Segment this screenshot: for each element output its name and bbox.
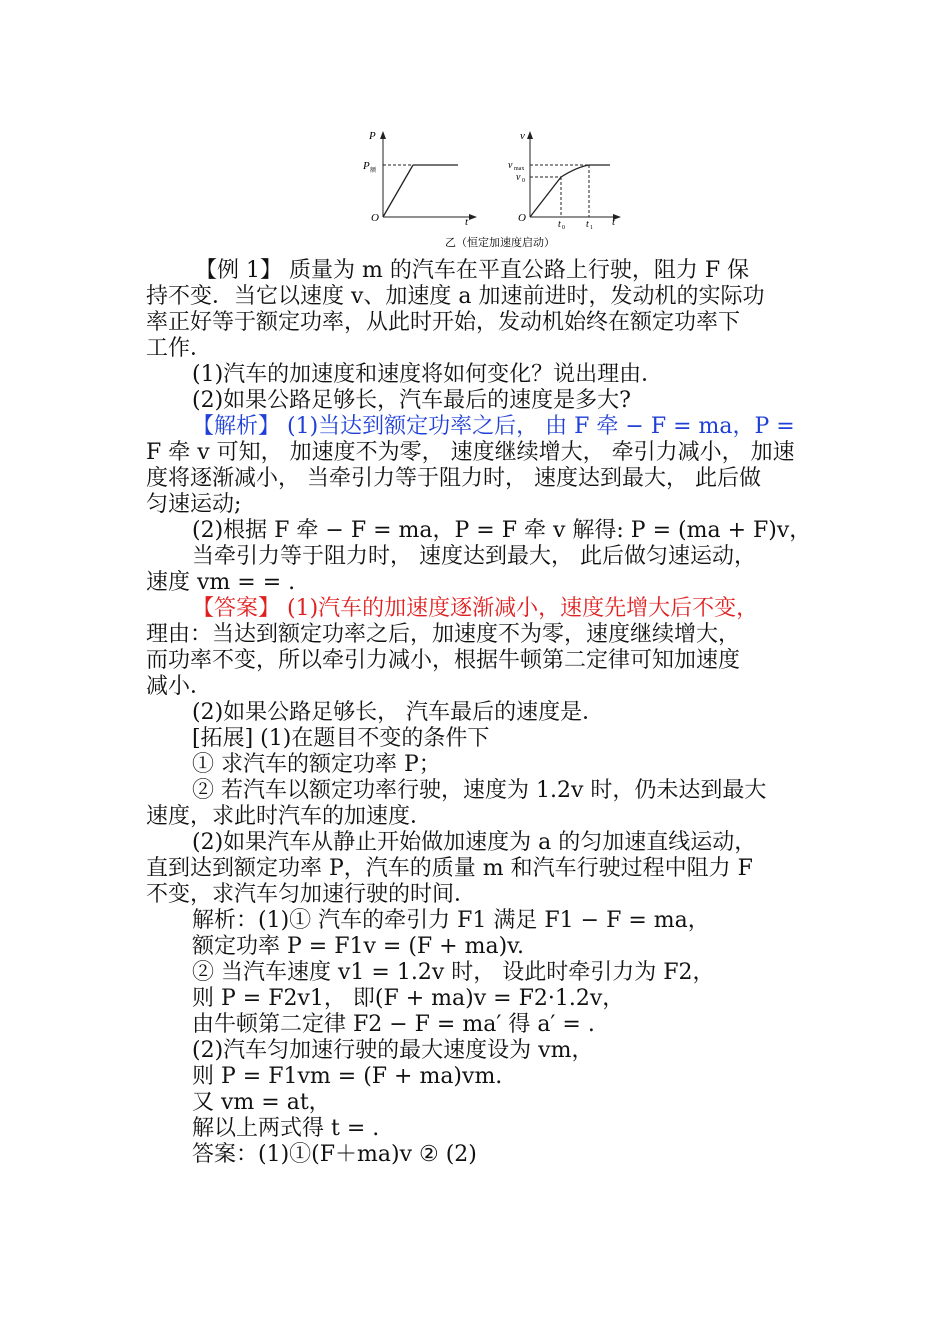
text-line-content: (2)汽车匀加速行驶的最大速度设为 vm， bbox=[192, 1038, 594, 1063]
graph2-x-axis-label: t bbox=[612, 216, 616, 228]
text-line-content: 持不变．当它以速度 v、加速度 a 加速前进时，发动机的实际功 bbox=[146, 284, 765, 309]
text-line bbox=[146, 856, 950, 882]
graph2-v0-sub: 0 bbox=[522, 178, 525, 184]
text-line-content: (2)如果汽车从静止开始做加速度为 a 的匀加速直线运动， bbox=[192, 830, 757, 855]
text-line-content: (2)如果公路足够长，汽车最后的速度是多大? bbox=[192, 388, 631, 413]
text-line bbox=[146, 570, 950, 596]
graph2-t1-sub: 1 bbox=[590, 225, 593, 231]
graph2-t1-label: t bbox=[586, 219, 589, 230]
text-line-content: (2)根据 F 牵 − F = ma，P = F 牵 v 解得: P = (ma + F)v， bbox=[192, 518, 812, 543]
text-line bbox=[192, 986, 950, 1012]
graph2-vmax-label: v bbox=[508, 160, 513, 171]
text-line-content: 理由：当达到额定功率之后，加速度不为零，速度继续增大， bbox=[146, 622, 741, 647]
figure-caption: 乙（恒定加速度启动） bbox=[445, 237, 555, 249]
answer-header-line bbox=[192, 596, 950, 622]
text-line-content: ② 若汽车以额定功率行驶，速度为 1.2v 时，仍未达到最大 bbox=[192, 778, 767, 803]
text-line bbox=[192, 1038, 950, 1064]
text-line bbox=[192, 700, 950, 726]
text-line-content: 解以上两式得 t = . bbox=[192, 1116, 380, 1141]
text-line bbox=[192, 752, 950, 778]
question-2 bbox=[192, 388, 950, 414]
graph2-t0-sub: 0 bbox=[562, 225, 565, 231]
analysis-header-line bbox=[192, 414, 950, 440]
text-line bbox=[146, 492, 950, 518]
text-line-content: ① 求汽车的额定功率 P； bbox=[192, 752, 441, 777]
question-1 bbox=[192, 362, 950, 388]
graph2-v0-label: v bbox=[516, 172, 521, 183]
text-line-content: 则 P = F1vm = (F + ma)vm. bbox=[192, 1064, 503, 1089]
text-line-content: 速度，求此时汽车的加速度． bbox=[146, 804, 433, 829]
graph1-level-label: P bbox=[363, 160, 370, 172]
text-line bbox=[146, 284, 950, 310]
text-line bbox=[146, 804, 950, 830]
text-line-content: 【答案】 (1)汽车的加速度逐渐减小，速度先增大后不变， bbox=[192, 596, 759, 621]
text-line-content: (2)如果公路足够长， 汽车最后的速度是． bbox=[192, 700, 605, 725]
extension-analysis-line bbox=[192, 908, 950, 934]
text-line-content: 工作． bbox=[146, 336, 213, 361]
graph2-y-axis-label: v bbox=[520, 130, 525, 142]
graph1-y-axis-label: P bbox=[369, 130, 376, 142]
text-line-content: 而功率不变，所以牵引力减小，根据牛顿第二定律可知加速度 bbox=[146, 648, 741, 673]
text-line-content: 解析：(1)① 汽车的牵引力 F1 满足 F1 − F = ma， bbox=[192, 908, 710, 933]
text-line-content: 匀速运动; bbox=[146, 492, 242, 517]
text-line-content: 速度 vm = = . bbox=[146, 570, 296, 595]
text-line-content: [拓展] (1)在题目不变的条件下 bbox=[192, 726, 490, 751]
text-line-content: F 牵 v 可知， 加速度不为零， 速度继续增大， 牵引力减小， 加速 bbox=[146, 440, 795, 465]
text-line bbox=[192, 1090, 950, 1116]
text-line bbox=[192, 1012, 950, 1038]
graph1-x-axis-label: t bbox=[465, 216, 469, 228]
text-line: 【例 1】 质量为 m 的汽车在平直公路上行驶，阻力 F 保 bbox=[195, 258, 750, 283]
text-line-content: 当牵引力等于阻力时， 速度达到最大， 此后做匀速运动， bbox=[192, 544, 756, 569]
power-time-graph bbox=[380, 131, 477, 220]
text-line bbox=[146, 336, 950, 362]
extension-header-line bbox=[192, 726, 950, 752]
text-line bbox=[192, 960, 950, 986]
example-title-line bbox=[195, 258, 950, 284]
text-line-content: 率正好等于额定功率，从此时开始，发动机始终在额定功率下 bbox=[146, 310, 741, 335]
text-line-content: 又 vm = at， bbox=[192, 1090, 331, 1115]
text-line bbox=[192, 934, 950, 960]
text-line bbox=[146, 648, 950, 674]
text-line bbox=[192, 830, 950, 856]
text-line bbox=[146, 440, 950, 466]
graph2-vmax-sub: max bbox=[514, 166, 525, 172]
text-line-content: 直到达到额定功率 P，汽车的质量 m 和汽车行驶过程中阻力 F bbox=[146, 856, 753, 881]
figure-graphs bbox=[355, 125, 635, 255]
extension-answer-line bbox=[192, 1142, 950, 1168]
text-line bbox=[192, 778, 950, 804]
text-line bbox=[192, 1064, 950, 1090]
graph1-origin-label: O bbox=[371, 212, 379, 224]
text-line bbox=[192, 1116, 950, 1142]
graph2-origin-label: O bbox=[518, 212, 526, 224]
text-line bbox=[146, 674, 950, 700]
velocity-power-figure bbox=[355, 125, 635, 255]
text-line-content: (1)汽车的加速度和速度将如何变化？说出理由． bbox=[192, 362, 664, 387]
text-line-content: 减小． bbox=[146, 674, 213, 699]
text-line bbox=[192, 544, 950, 570]
text-line bbox=[146, 310, 950, 336]
text-line bbox=[192, 518, 950, 544]
graph1-level-sub: 额 bbox=[370, 168, 377, 174]
text-line-content: 【解析】 (1)当达到额定功率之后， 由 F 牵 − F = ma，P = bbox=[192, 414, 795, 439]
text-line bbox=[146, 882, 950, 908]
text-line-content: 则 P = F2v1， 即(F + ma)v = F2·1.2v， bbox=[192, 986, 625, 1011]
graph2-t0-label: t bbox=[558, 219, 561, 230]
text-line-content: 不变，求汽车匀加速行驶的时间． bbox=[146, 882, 477, 907]
velocity-time-graph bbox=[527, 131, 621, 220]
text-line-content: 额定功率 P = F1v = (F + ma)v. bbox=[192, 934, 524, 959]
text-line bbox=[146, 466, 950, 492]
text-line-content: 答案：(1)①(F＋ma)v ② (2) bbox=[192, 1142, 477, 1167]
text-line bbox=[146, 622, 950, 648]
text-line-content: 由牛顿第二定律 F2 − F = ma′ 得 a′ = . bbox=[192, 1012, 595, 1037]
text-line-content: ② 当汽车速度 v1 = 1.2v 时， 设此时牵引力为 F2， bbox=[192, 960, 715, 985]
text-line-content: 度将逐渐减小， 当牵引力等于阻力时， 速度达到最大， 此后做 bbox=[146, 466, 761, 491]
